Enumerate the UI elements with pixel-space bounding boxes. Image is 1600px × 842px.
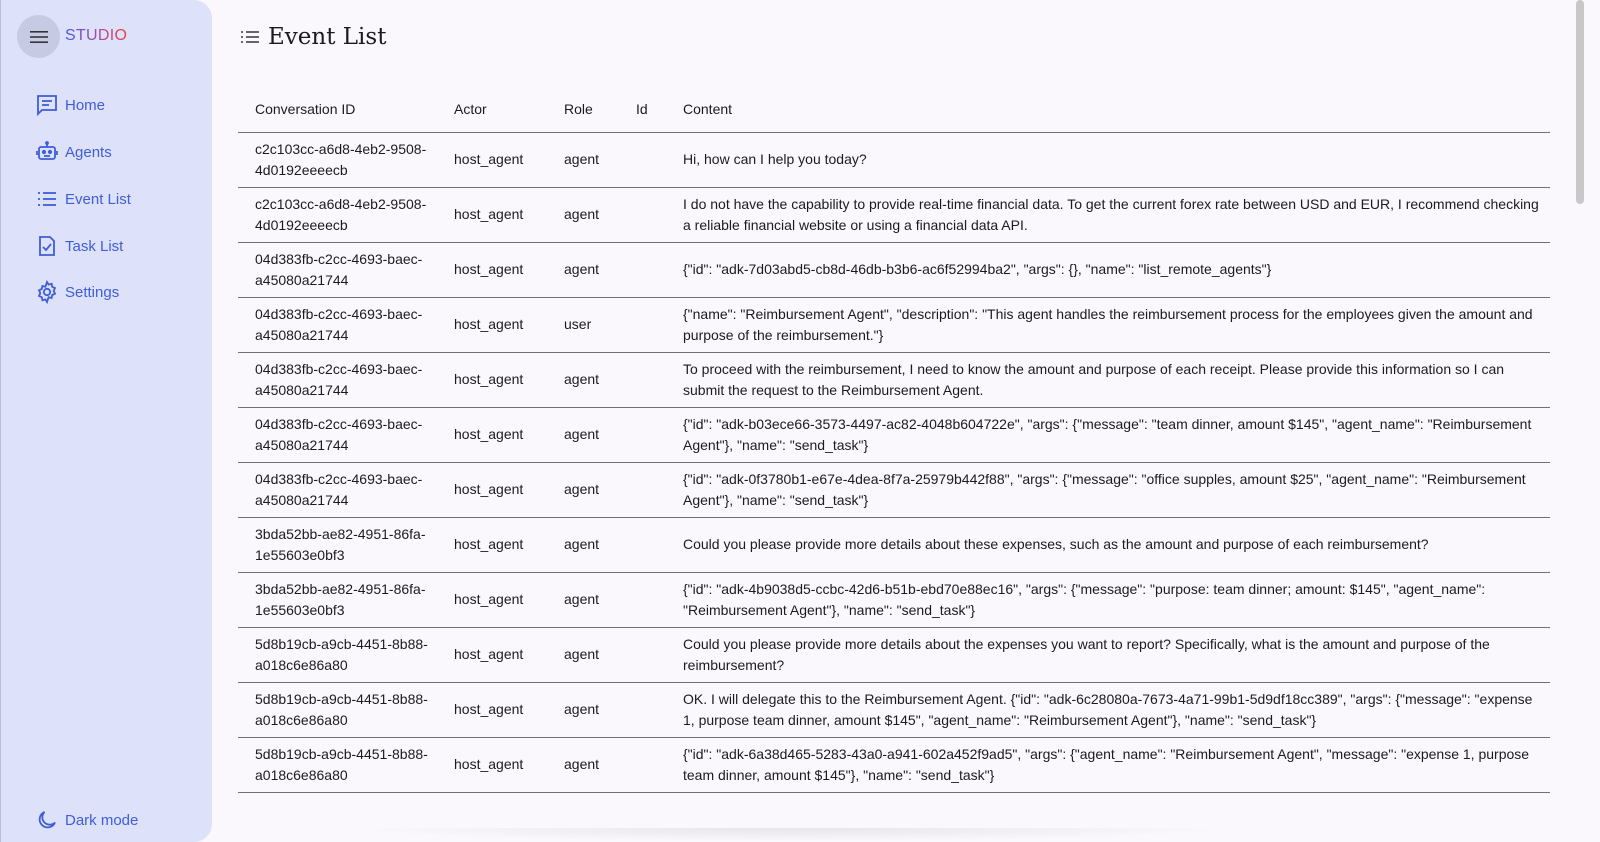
task-check-icon bbox=[35, 234, 59, 258]
cell-content: Could you please provide more details about the expenses you want to report? Specifically, what is the amount and purpose of the reimbursement? bbox=[666, 627, 1550, 682]
cell-conversation-id: 04d383fb-c2cc-4693-baec-a45080a21744 bbox=[238, 352, 437, 407]
column-header-content[interactable]: Content bbox=[666, 86, 1550, 132]
cell-conversation-id: 3bda52bb-ae82-4951-86fa-1e55603e0bf3 bbox=[238, 572, 437, 627]
cell-id bbox=[619, 132, 666, 187]
sidebar-item-home[interactable] bbox=[35, 91, 105, 119]
cell-actor: host_agent bbox=[437, 517, 547, 572]
sidebar bbox=[0, 0, 212, 842]
column-header-actor[interactable]: Actor bbox=[437, 86, 547, 132]
cell-role: agent bbox=[547, 407, 619, 462]
cell-content: Hi, how can I help you today? bbox=[666, 132, 1550, 187]
cell-content: OK. I will delegate this to the Reimbursement Agent. {"id": "adk-6c28080a-7673-4a71-99b1-5d9df18cc389", "args": {"message": "expense 1, purpose team dinner, amount $145", "agent_name": "Reimbursement Agent"}, "name": "send_task"} bbox=[666, 682, 1550, 737]
sidebar-item-label: Task List bbox=[65, 237, 124, 255]
cell-actor: host_agent bbox=[437, 407, 547, 462]
dark-mode-label: Dark mode bbox=[65, 811, 139, 829]
cell-conversation-id: 04d383fb-c2cc-4693-baec-a45080a21744 bbox=[238, 407, 437, 462]
cell-conversation-id: c2c103cc-a6d8-4eb2-9508-4d0192eeeecb bbox=[238, 187, 437, 242]
cell-content: {"id": "adk-6a38d465-5283-43a0-a941-602a452f9ad5", "args": {"agent_name": "Reimbursement Agent", "message": "expense 1, purpose team dinner, amount $145"}, "name": "send_task"} bbox=[666, 737, 1550, 792]
brand-logo: STUDIO bbox=[65, 27, 128, 44]
sidebar-edge bbox=[0, 0, 1, 842]
cell-role: user bbox=[547, 297, 619, 352]
table-row[interactable] bbox=[238, 682, 1550, 737]
robot-icon bbox=[35, 140, 59, 164]
cell-content: To proceed with the reimbursement, I need to know the amount and purpose of each receipt. Please provide this information so I can submit the request to the Reimbursement Agent. bbox=[666, 352, 1550, 407]
cell-actor: host_agent bbox=[437, 297, 547, 352]
cell-content: {"id": "adk-b03ece66-3573-4497-ac82-4048b604722e", "args": {"message": "team dinner, amount $145", "agent_name": "Reimbursement Agent"}, "name": "send_task"} bbox=[666, 407, 1550, 462]
menu-button[interactable] bbox=[17, 15, 60, 58]
bottom-shadow bbox=[340, 828, 1240, 842]
sidebar-item-label: Event List bbox=[65, 190, 131, 208]
table-row[interactable] bbox=[238, 242, 1550, 297]
scrollbar-thumb[interactable] bbox=[1576, 0, 1584, 204]
cell-content: Could you please provide more details about these expenses, such as the amount and purpose of each reimbursement? bbox=[666, 517, 1550, 572]
sidebar-item-task-list[interactable] bbox=[35, 232, 123, 260]
home-icon bbox=[35, 93, 59, 117]
list-icon bbox=[240, 29, 260, 47]
event-table-container bbox=[238, 86, 1550, 793]
cell-actor: host_agent bbox=[437, 242, 547, 297]
cell-role: agent bbox=[547, 132, 619, 187]
table-row[interactable] bbox=[238, 627, 1550, 682]
table-row[interactable] bbox=[238, 407, 1550, 462]
cell-content: {"id": "adk-4b9038d5-ccbc-42d6-b51b-ebd70e88ec16", "args": {"message": "purpose: team dinner; amount: $145", "agent_name": "Reimbursement Agent"}, "name": "send_task"} bbox=[666, 572, 1550, 627]
cell-actor: host_agent bbox=[437, 187, 547, 242]
cell-content: I do not have the capability to provide real-time financial data. To get the current forex rate between USD and EUR, I recommend checking a reliable financial website or using a financial data API. bbox=[666, 187, 1550, 242]
cell-content: {"id": "adk-7d03abd5-cb8d-46db-b3b6-ac6f52994ba2", "args": {}, "name": "list_remote_agents"} bbox=[666, 242, 1550, 297]
table-header-row bbox=[238, 86, 1550, 132]
cell-conversation-id: 04d383fb-c2cc-4693-baec-a45080a21744 bbox=[238, 462, 437, 517]
cell-id bbox=[619, 407, 666, 462]
table-row[interactable] bbox=[238, 352, 1550, 407]
cell-conversation-id: 5d8b19cb-a9cb-4451-8b88-a018c6e86a80 bbox=[238, 627, 437, 682]
cell-conversation-id: 04d383fb-c2cc-4693-baec-a45080a21744 bbox=[238, 242, 437, 297]
cell-id bbox=[619, 517, 666, 572]
cell-id bbox=[619, 737, 666, 792]
sidebar-item-label: Settings bbox=[65, 283, 120, 301]
cell-content: {"id": "adk-0f3780b1-e67e-4dea-8f7a-25979b442f88", "args": {"message": "office supples, amount $25", "agent_name": "Reimbursement Agent"}, "name": "send_task"} bbox=[666, 462, 1550, 517]
cell-actor: host_agent bbox=[437, 737, 547, 792]
cell-conversation-id: c2c103cc-a6d8-4eb2-9508-4d0192eeeecb bbox=[238, 132, 437, 187]
sidebar-item-label: Agents bbox=[65, 143, 112, 161]
table-row[interactable] bbox=[238, 737, 1550, 792]
sidebar-item-settings[interactable] bbox=[35, 278, 119, 306]
cell-role: agent bbox=[547, 517, 619, 572]
cell-actor: host_agent bbox=[437, 462, 547, 517]
sidebar-item-label: Home bbox=[65, 96, 106, 114]
table-row[interactable] bbox=[238, 572, 1550, 627]
cell-id bbox=[619, 297, 666, 352]
moon-icon bbox=[35, 808, 59, 832]
cell-role: agent bbox=[547, 627, 619, 682]
column-header-role[interactable]: Role bbox=[547, 86, 619, 132]
cell-conversation-id: 5d8b19cb-a9cb-4451-8b88-a018c6e86a80 bbox=[238, 737, 437, 792]
sidebar-item-agents[interactable] bbox=[35, 138, 112, 166]
cell-actor: host_agent bbox=[437, 352, 547, 407]
column-header-conversation-id[interactable]: Conversation ID bbox=[238, 86, 437, 132]
table-row[interactable] bbox=[238, 187, 1550, 242]
cell-role: agent bbox=[547, 737, 619, 792]
cell-conversation-id: 3bda52bb-ae82-4951-86fa-1e55603e0bf3 bbox=[238, 517, 437, 572]
cell-actor: host_agent bbox=[437, 682, 547, 737]
sidebar-item-event-list[interactable] bbox=[35, 185, 131, 213]
table-row[interactable] bbox=[238, 297, 1550, 352]
column-header-id[interactable]: Id bbox=[619, 86, 666, 132]
page-title: Event List bbox=[268, 24, 387, 50]
cell-id bbox=[619, 187, 666, 242]
dark-mode-toggle[interactable] bbox=[35, 806, 138, 834]
table-row[interactable] bbox=[238, 517, 1550, 572]
cell-role: agent bbox=[547, 682, 619, 737]
cell-id bbox=[619, 352, 666, 407]
cell-actor: host_agent bbox=[437, 572, 547, 627]
cell-actor: host_agent bbox=[437, 132, 547, 187]
cell-id bbox=[619, 572, 666, 627]
cell-content: {"name": "Reimbursement Agent", "description": "This agent handles the reimbursement process for the employees given the amount and purpose of the reimbursement."} bbox=[666, 297, 1550, 352]
cell-actor: host_agent bbox=[437, 627, 547, 682]
cell-role: agent bbox=[547, 352, 619, 407]
event-table bbox=[238, 86, 1550, 793]
cell-id bbox=[619, 462, 666, 517]
table-row[interactable] bbox=[238, 462, 1550, 517]
list-icon bbox=[35, 187, 59, 211]
cell-role: agent bbox=[547, 187, 619, 242]
cell-role: agent bbox=[547, 242, 619, 297]
cell-role: agent bbox=[547, 462, 619, 517]
cell-id bbox=[619, 682, 666, 737]
hamburger-menu-icon bbox=[29, 29, 49, 45]
cell-conversation-id: 04d383fb-c2cc-4693-baec-a45080a21744 bbox=[238, 297, 437, 352]
cell-role: agent bbox=[547, 572, 619, 627]
table-row[interactable] bbox=[238, 132, 1550, 187]
cell-conversation-id: 5d8b19cb-a9cb-4451-8b88-a018c6e86a80 bbox=[238, 682, 437, 737]
cell-id bbox=[619, 242, 666, 297]
gear-icon bbox=[35, 280, 59, 304]
cell-id bbox=[619, 627, 666, 682]
